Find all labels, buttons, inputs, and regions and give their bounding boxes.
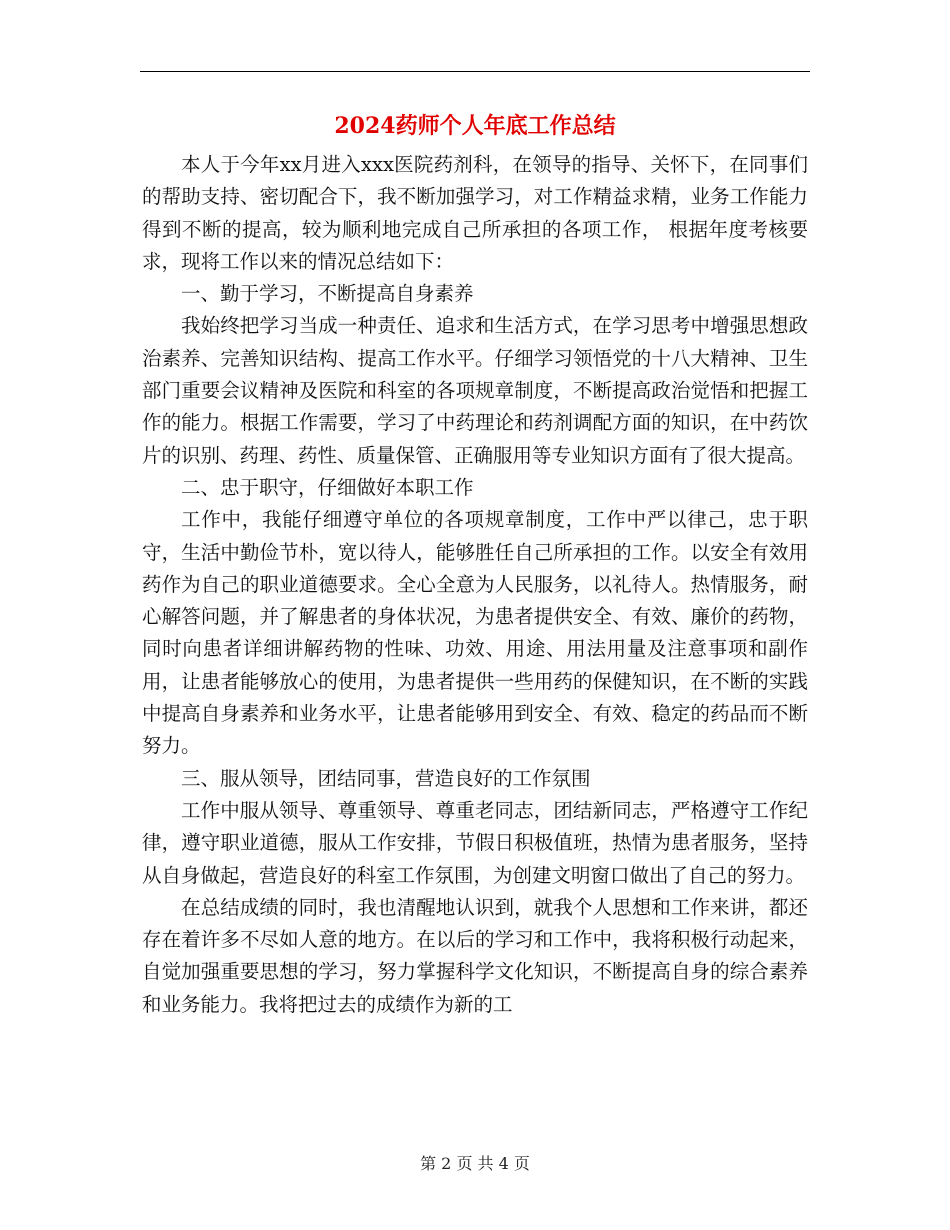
- section-heading-2: 二、忠于职守，仔细做好本职工作: [181, 475, 474, 499]
- paragraph-teamwork: 工作中服从领导、尊重领导、尊重老同志，团结新同志，严格遵守工作纪律，遵守职业道德，服从工作安排，节假日积极值班，热情为患者服务，坚持从自身做起，营造良好的科室工作氛围，为创建文明窗口做出了自己的努力。: [142, 798, 808, 887]
- section-heading-1: 一、勤于学习，不断提高自身素养: [181, 282, 474, 306]
- paragraph-intro: 本人于今年xx月进入xxx医院药剂科，在领导的指导、关怀下，在同事们的帮助支持、密切配合下，我不断加强学习，对工作精益求精，业务工作能力得到不断的提高，较为顺利地完成自己所承担的各项工作， 根据年度考核要求，现将工作以来的情况总结如下：: [142, 153, 808, 273]
- section-heading-3: 三、服从领导，团结同事，营造良好的工作氛围: [181, 766, 591, 790]
- document-body: [142, 149, 808, 1021]
- paragraph-duty: 工作中，我能仔细遵守单位的各项规章制度，工作中严以律己，忠于职守，生活中勤俭节朴，宽以待人，能够胜任自己所承担的工作。以安全有效用药作为自己的职业道德要求。全心全意为人民服务，以礼待人。热情服务，耐心解答问题，并了解患者的身体状况，为患者提供安全、有效、廉价的药物，同时向患者详细讲解药物的性味、功效、用途、用法用量及注意事项和副作用，让患者能够放心的使用，为患者提供一些用药的保健知识，在不断的实践中提高自身素养和业务水平，让患者能够用到安全、有效、稳定的药品而不断努力。: [142, 508, 808, 758]
- document-title: 2024药师个人年底工作总结: [334, 113, 616, 139]
- page-number: 第 2 页 共 4 页: [420, 1154, 530, 1173]
- paragraph-conclusion: 在总结成绩的同时，我也清醒地认识到，就我个人思想和工作来讲，都还存在着许多不尽如人意的地方。在以后的学习和工作中，我将积极行动起来，自觉加强重要思想的学习，努力掌握科学文化知识，不断提高自身的综合素养和业务能力。我将把过去的成绩作为新的工: [142, 895, 808, 1016]
- header-rule: [140, 71, 810, 72]
- paragraph-study: 我始终把学习当成一种责任、追求和生活方式，在学习思考中增强思想政治素养、完善知识结构、提高工作水平。仔细学习领悟党的十八大精神、卫生部门重要会议精神及医院和科室的各项规章制度，不断提高政治觉悟和把握工作的能力。根据工作需要，学习了中药理论和药剂调配方面的知识，在中药饮片的识别、药理、药性、质量保管、正确服用等专业知识方面有了很大提高。: [142, 314, 808, 467]
